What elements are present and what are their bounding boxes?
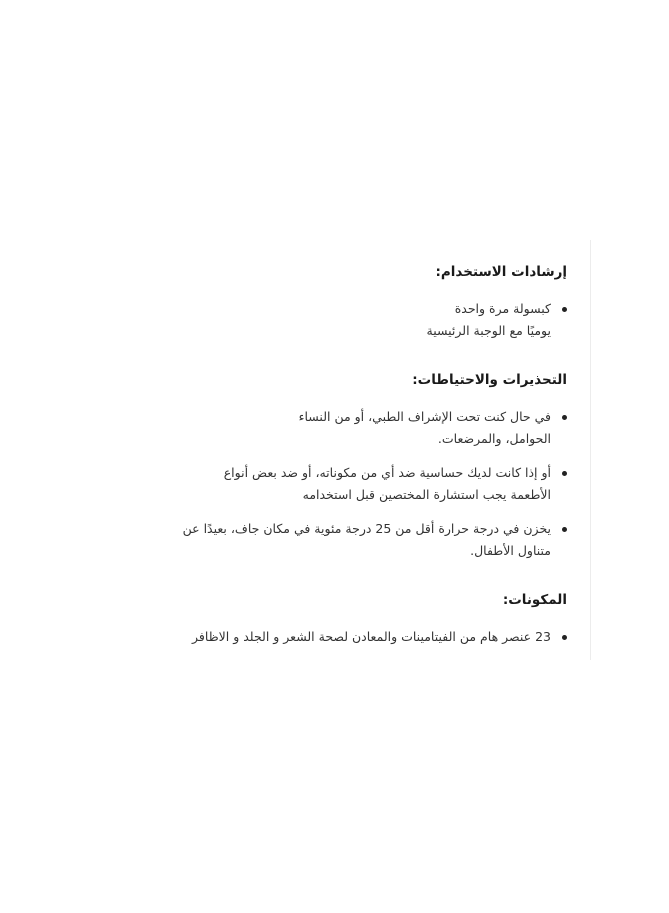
usage-instructions-heading: إرشادات الاستخدام: bbox=[435, 264, 567, 280]
ingredients-list bbox=[183, 626, 567, 648]
list-item bbox=[183, 626, 567, 648]
list-item-line: الحوامل، والمرضعات. bbox=[437, 431, 551, 446]
warnings-list bbox=[183, 406, 567, 562]
list-item-line: في حال كنت تحت الإشراف الطبي، أو من النساء bbox=[298, 409, 551, 424]
list-item bbox=[183, 406, 567, 450]
list-item-line: يوميًا مع الوجبة الرئيسية bbox=[426, 323, 551, 338]
list-item-line: أو إذا كانت لديك حساسية ضد أي من مكوناته، أو ضد بعض أنواع bbox=[223, 465, 551, 480]
list-item bbox=[183, 298, 567, 342]
list-item bbox=[183, 462, 567, 506]
product-details-content bbox=[183, 264, 567, 678]
list-item-line: كبسولة مرة واحدة bbox=[454, 301, 551, 316]
ingredients-heading: المكونات: bbox=[502, 592, 567, 608]
list-item-line: يخزن في درجة حرارة أقل من 25 درجة مئوية في مكان جاف، بعيدًا عن bbox=[182, 521, 551, 536]
product-details-panel bbox=[120, 240, 591, 660]
list-item bbox=[183, 518, 567, 562]
usage-instructions-list bbox=[183, 298, 567, 342]
list-item-line: الأطعمة يجب استشارة المختصين قبل استخدامه bbox=[302, 487, 551, 502]
warnings-heading: التحذيرات والاحتياطات: bbox=[412, 372, 567, 388]
list-item-line: متناول الأطفال. bbox=[470, 543, 551, 558]
list-item-line: 23 عنصر هام من الفيتامينات والمعادن لصحة الشعر و الجلد و الاظافر bbox=[192, 629, 551, 644]
